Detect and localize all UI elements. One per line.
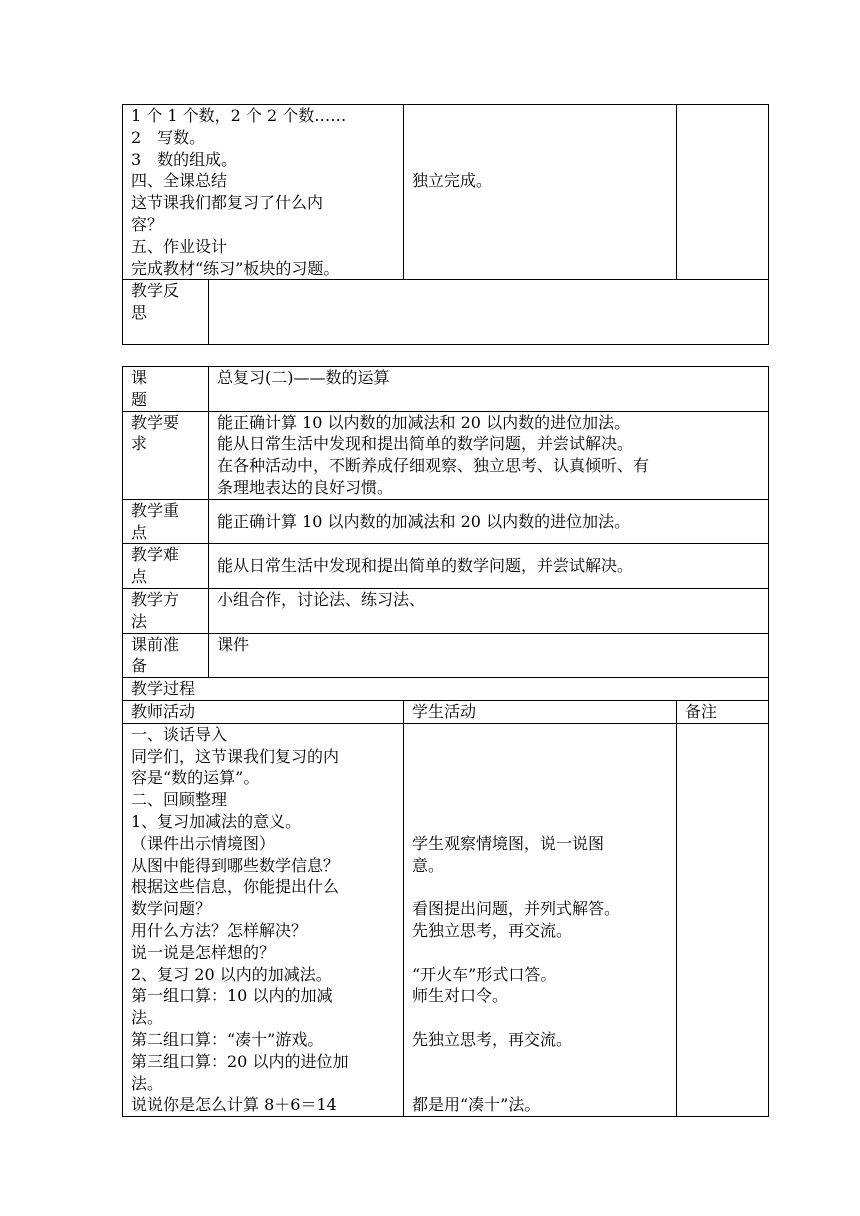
teacher-line: 从图中能得到哪些数学信息？ — [131, 855, 340, 875]
teacher-line: 根据这些信息，你能提出什么 — [131, 877, 340, 897]
student-activity-cell — [404, 723, 677, 1116]
col-header-teacher: 教师活动 — [123, 700, 404, 723]
prep-value: 课件 — [209, 633, 769, 678]
prep-label: 课前准 备 — [123, 633, 209, 678]
reflection-content — [209, 280, 769, 345]
student-activity-cell — [404, 105, 677, 280]
teacher-line: 说一说是怎样想的？ — [131, 942, 276, 962]
requirement-line: 能正确计算 10 以内数的加减法和 20 以内数的进位加法。 — [217, 412, 631, 432]
requirement-line: 条理地表达的良好习惯。 — [217, 477, 394, 497]
reflection-label: 教学反 思 — [123, 280, 209, 345]
method-value: 小组合作，讨论法、练习法、 — [209, 588, 769, 633]
requirement-line: 在各种活动中，不断养成仔细观察、独立思考、认真倾听、有 — [217, 456, 650, 476]
student-line: 师生对口令。 — [412, 986, 509, 1006]
student-line: 独立完成。 — [412, 171, 493, 191]
col-header-note: 备注 — [677, 700, 769, 723]
teacher-activity-cell — [123, 105, 404, 280]
teacher-line: 第二组口算：“凑十”游戏。 — [131, 1029, 324, 1049]
note-cell — [677, 105, 769, 280]
topic-value: 总复习(二)——数的运算 — [209, 367, 769, 412]
requirements-value — [209, 411, 769, 499]
teacher-line: 这节课我们都复习了什么内 — [131, 193, 324, 213]
teacher-line: 五、作业设计 — [131, 236, 228, 256]
student-line: 看图提出问题，并列式解答。 — [412, 899, 621, 919]
teacher-line: 2、复习 20 以内的加减法。 — [131, 964, 332, 984]
teacher-line: （课件出示情境图） — [131, 833, 276, 853]
teacher-line: 3 数的组成。 — [131, 149, 238, 169]
teacher-line: 完成教材“练习”板块的习题。 — [131, 258, 340, 278]
previous-lesson-table — [122, 104, 769, 345]
teacher-line: 四、全课总结 — [131, 171, 228, 191]
student-line: 学生观察情境图，说一说图 — [412, 833, 605, 853]
teacher-line: 第三组口算：20 以内的进位加 — [131, 1051, 349, 1071]
process-header: 教学过程 — [123, 678, 769, 701]
teacher-line: 第一组口算：10 以内的加减 — [131, 986, 333, 1006]
student-line: 先独立思考，再交流。 — [412, 920, 573, 940]
teacher-line: 1 个 1 个数，2 个 2 个数…… — [131, 106, 347, 125]
teacher-line: 说说你是怎么计算 8＋6＝14 — [131, 1095, 337, 1115]
teacher-line: 2 写数。 — [131, 127, 206, 147]
requirements-label: 教学要 求 — [123, 411, 209, 499]
lesson-plan-table — [122, 366, 769, 1117]
teacher-line: 法。 — [131, 1008, 164, 1028]
teacher-line: 数学问题？ — [131, 899, 212, 919]
student-line: 都是用“凑十”法。 — [412, 1095, 541, 1115]
key-point-label: 教学重 点 — [123, 499, 209, 544]
teacher-line: 容？ — [131, 214, 164, 234]
student-line: 先独立思考，再交流。 — [412, 1029, 573, 1049]
key-point-value: 能正确计算 10 以内数的加减法和 20 以内数的进位加法。 — [209, 499, 769, 544]
teacher-activity-cell — [123, 723, 404, 1116]
difficulty-value: 能从日常生活中发现和提出简单的数学问题，并尝试解决。 — [209, 544, 769, 589]
teacher-line: 容是“数的运算”。 — [131, 768, 260, 788]
teacher-line: 1、复习加减法的意义。 — [131, 811, 302, 831]
teacher-line: 用什么方法？怎样解决？ — [131, 920, 308, 940]
method-label: 教学方 法 — [123, 588, 209, 633]
difficulty-label: 教学难 点 — [123, 544, 209, 589]
col-header-student: 学生活动 — [404, 700, 677, 723]
teacher-line: 二、回顾整理 — [131, 790, 228, 810]
topic-label: 课 题 — [123, 367, 209, 412]
student-line: 意。 — [412, 855, 445, 875]
teacher-line: 法。 — [131, 1073, 164, 1093]
requirement-line: 能从日常生活中发现和提出简单的数学问题，并尝试解决。 — [217, 434, 634, 454]
teacher-line: 一、谈话导入 — [131, 724, 228, 744]
note-cell — [677, 723, 769, 1116]
student-line: “开火车”形式口答。 — [412, 964, 557, 984]
teacher-line: 同学们，这节课我们复习的内 — [131, 746, 340, 766]
